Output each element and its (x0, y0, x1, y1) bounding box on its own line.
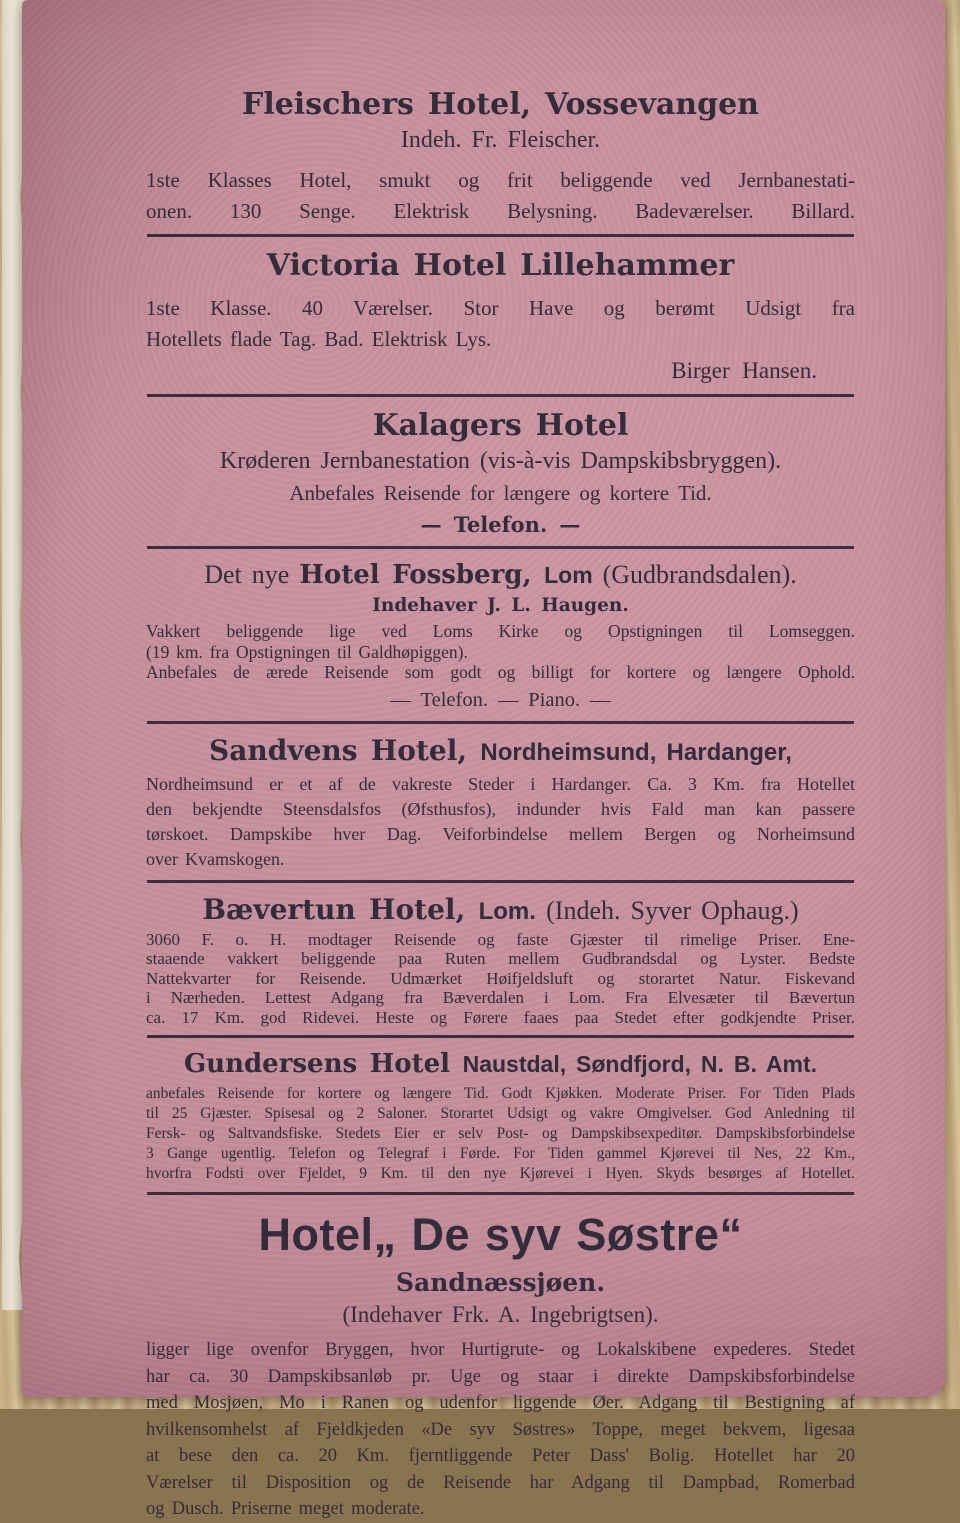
advertisement-baevertun (146, 893, 855, 1028)
body-line: 3060 F. o. H. modtager Reisende og faste Gjæster til rimelige Priser. Ene- (146, 929, 855, 949)
book-page (22, 0, 945, 1519)
advertisement-gundersens (146, 1048, 855, 1184)
ad-title (146, 407, 855, 444)
body-line: anbefales Reisende for kortere og længere Tid. Godt Kjøkken. Moderate Priser. For Tiden Plads (146, 1085, 855, 1102)
ad-title-large (146, 1207, 855, 1263)
ad-subtitle (146, 1267, 855, 1298)
body-line: Værelser til Disposition og de Reisende har Adgang til Dampbad, Romerbad (146, 1472, 855, 1493)
body-line: den bekjendte Steensdalsfos (Øfsthusfos), indunder hvis Fald man kan passere (146, 798, 855, 819)
body-line: og Dusch. Priserne meget moderate. (146, 1499, 425, 1519)
telephone-line (146, 512, 855, 538)
body-line: Nordheimsund er et af de vakreste Steder i Hardanger. Ca. 3 Km. fra Hotellet (146, 773, 855, 794)
text-segment: Victoria Hotel Lillehammer (266, 248, 735, 283)
text-segment: Gundersens Hotel (183, 1049, 463, 1079)
body-line: Anbefales de ærede Reisende som godt og billigt for kortere og længere Ophold. (146, 662, 855, 682)
text-segment: Anbefales Reisende for længere og kortere Tid. (289, 481, 712, 505)
telephone-line (146, 688, 855, 713)
body-line: over Kvamskogen. (146, 848, 285, 869)
text-segment: Lom (544, 562, 603, 588)
ad-subtitle (146, 594, 855, 618)
separator-rule (147, 1192, 854, 1195)
text-segment: Sandnæssjøen. (395, 1268, 606, 1297)
separator-rule (147, 546, 854, 549)
body-line: at bese den ca. 20 Km. fjerntliggende Peter Dass' Bolig. Hotellet har 20 (146, 1446, 855, 1466)
ad-title (146, 1048, 855, 1081)
body-line: 3 Gange ugentlig. Telefon og Telegraf i Førde. For Tiden gammel Kjørevei til Nes, 22 Km., (146, 1145, 855, 1162)
body-line: hvorfra Fodsti over Fjeldet, 9 Km. til den nye Kjørevei i Hyen. Skyds besørges af Hotellet. (146, 1165, 855, 1182)
ad-body (146, 1084, 855, 1184)
text-segment: (Indeh. Syver Ophaug.) (546, 895, 799, 925)
text-segment: Hotel„ De syv Søstre“ (258, 1209, 743, 1260)
advertisements-column (22, 0, 945, 1523)
ad-title (146, 734, 855, 768)
text-segment: (Gudbrandsdalen). (602, 560, 797, 589)
text-segment: Lom. (478, 897, 547, 925)
body-line: onen. 130 Senge. Elektrisk Belysning. Badeværelser. Billard. (146, 198, 855, 223)
body-line: 1ste Klasses Hotel, smukt og frit beliggende ved Jernbanestati- (146, 168, 855, 192)
text-segment: (Indehaver Frk. A. Ingebrigtsen). (342, 1302, 659, 1327)
advertisement-kalagers (146, 407, 855, 538)
advertisement-sandvens (146, 734, 855, 872)
advertisement-victoria (146, 247, 855, 386)
advertisement-fossberg (146, 559, 855, 713)
separator-rule (147, 394, 854, 397)
ad-body (146, 165, 855, 226)
body-line: ca. 17 Km. god Ridevei. Heste og Førere faaes paa Stedet efter godkjendte Priser. (146, 1007, 855, 1027)
body-line: staaende vakkert beliggende paa Ruten mellem Gudbrandsdal og Lyster. Bedste (146, 949, 855, 968)
ad-subtitle (146, 125, 855, 156)
ad-body (146, 930, 855, 1028)
ad-subtitle (146, 1300, 855, 1329)
text-segment: Nordheimsund, Hardanger, (480, 738, 792, 766)
separator-rule (147, 880, 854, 883)
body-line: har ca. 30 Dampskibsanløb pr. Uge og staar i direkte Dampskibsforbindelse (146, 1366, 855, 1387)
body-line: til 25 Gjæster. Spisesal og 2 Saloner. Storartet Udsigt og vakre Omgivelser. God Anledning til (146, 1105, 855, 1122)
text-segment: Kalagers Hotel (372, 408, 629, 443)
text-segment: Hotel Fossberg, (299, 560, 545, 590)
text-segment: Indeh. Fr. Fleischer. (400, 127, 601, 153)
text-segment: Indehaver J. L. Haugen. (372, 595, 629, 616)
text-segment: Krøderen Jernbanestation (vis-à-vis Dampskibsbryggen). (219, 448, 782, 474)
ad-subtitle (146, 446, 855, 477)
ad-title (146, 559, 855, 592)
text-segment: Bævertun Hotel, (202, 892, 479, 926)
body-line: Hotellets flade Tag. Bad. Elektrisk Lys. (146, 326, 492, 351)
body-line: hvilkensomhelst af Fjeldkjeden «De syv Søstres» Toppe, meget bekvem, ligesaa (146, 1419, 855, 1440)
body-line: ligger lige ovenfor Bryggen, hvor Hurtigrute- og Lokalskibene expederes. Stedet (146, 1340, 855, 1360)
body-line: Vakkert beliggende lige ved Loms Kirke og Opstigningen til Lomseggen. (146, 621, 855, 641)
ad-title (146, 893, 855, 927)
body-line: tørskoet. Dampskibe hver Dag. Veiforbindelse mellem Bergen og Norheimsund (146, 823, 855, 844)
body-line: Nattekvarter for Reisende. Udmærket Høifjeldsluft og storartet Natur. Fiskevand (146, 968, 855, 988)
advertisement-de-syv-sostre (146, 1207, 855, 1523)
text-segment: — Telefon. — Piano. — (390, 688, 611, 711)
body-line: 1ste Klasse. 40 Værelser. Stor Have og berømt Udsigt fra (146, 296, 855, 320)
ad-title (146, 247, 855, 284)
ad-title (146, 86, 855, 123)
text-segment: — Telefon. — (420, 512, 581, 537)
advertisement-fleischers (146, 86, 855, 226)
separator-rule (147, 234, 854, 237)
body-line: (19 km. fra Opstigningen til Galdhøpiggen). (146, 641, 468, 662)
proprietor-signature: Birger Hansen. (671, 358, 817, 383)
ad-subtitle (146, 479, 855, 507)
body-line: Fersk- og Saltvandsfiske. Stedets Eier er selv Post- og Dampskibsexpeditør. Dampskibsforbindelse (146, 1125, 855, 1142)
separator-rule (147, 1035, 854, 1038)
text-segment: Sandvens Hotel, (209, 733, 481, 767)
text-segment: Fleischers Hotel, Vossevangen (242, 87, 759, 122)
text-segment: Det nye (204, 560, 300, 589)
body-line: med Mosjøen, Mo i Ranen og udenfor liggende Øer. Adgang til Bestigning af (146, 1393, 855, 1413)
text-segment: Naustdal, Søndfjord, N. B. Amt. (462, 1051, 818, 1077)
ad-body (146, 621, 855, 683)
ad-body (146, 1337, 855, 1523)
separator-rule (147, 721, 854, 724)
ad-body (146, 772, 855, 872)
ad-body (146, 293, 855, 354)
body-line: i Nærheden. Lettest Adgang fra Bæverdalen i Lom. Fra Elvesæter til Bævertun (146, 988, 855, 1007)
